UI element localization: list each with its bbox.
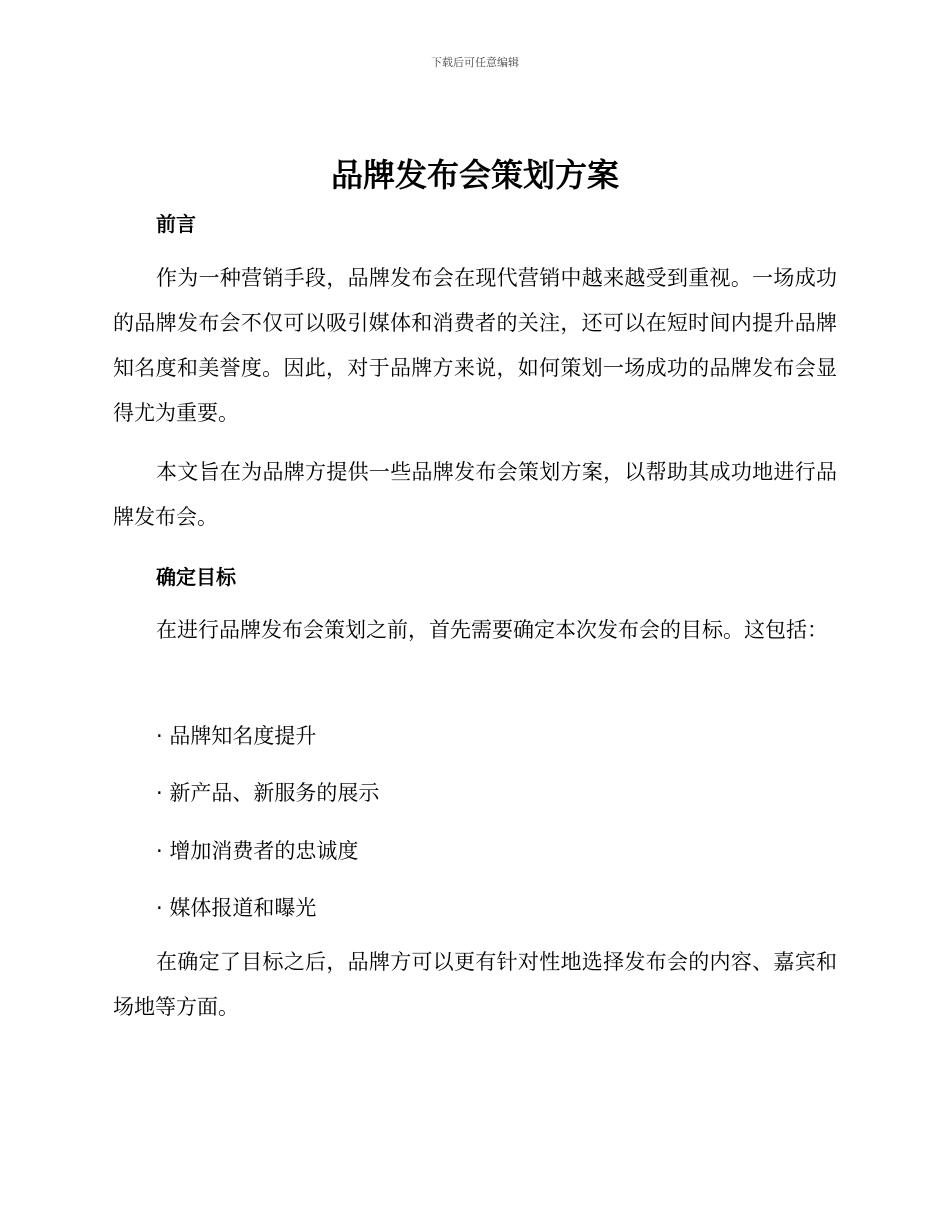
goal-list-item: · 新产品、新服务的展示 — [156, 781, 380, 805]
goals-outro-paragraph: 在确定了目标之后，品牌方可以更有针对性地选择发布会的内容、嘉宾和场地等方面。 — [113, 950, 837, 1019]
preface-paragraph-1: 作为一种营销手段，品牌发布会在现代营销中越来越受到重视。一场成功的品牌发布会不仅可以吸引媒体和消费者的关注，还可以在短时间内提升品牌知名度和美誉度。因此，对于品牌方来说，如何策划一场成功的品牌发布会显得尤为重要。 — [113, 266, 837, 425]
document-title: 品牌发布会策划方案 — [330, 156, 619, 194]
preface-paragraph-2: 本文旨在为品牌方提供一些品牌发布会策划方案，以帮助其成功地进行品牌发布会。 — [113, 460, 837, 529]
section-heading-preface: 前言 — [156, 212, 196, 236]
page-header-note: 下载后可任意编辑 — [431, 56, 519, 69]
goal-list-item: · 增加消费者的忠诚度 — [156, 839, 359, 863]
goal-list-item: · 媒体报道和曝光 — [156, 896, 317, 920]
section-heading-goals: 确定目标 — [156, 565, 236, 589]
goals-intro-paragraph: 在进行品牌发布会策划之前，首先需要确定本次发布会的目标。这包括： — [156, 618, 828, 642]
goal-list-item: · 品牌知名度提升 — [156, 724, 317, 748]
